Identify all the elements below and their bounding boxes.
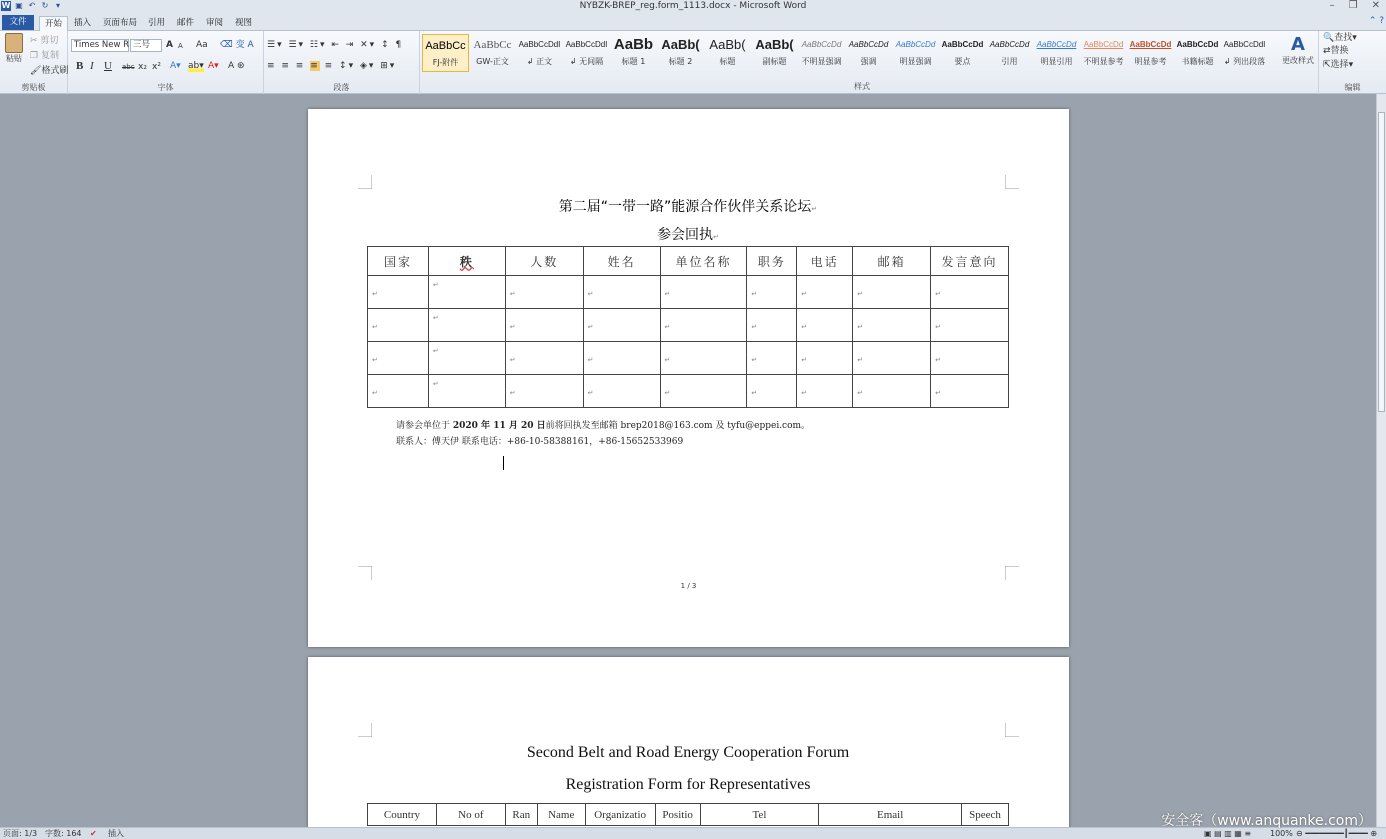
find-label: 查找 [1334, 33, 1353, 43]
table-cell[interactable] [853, 342, 931, 375]
clipboard-group [0, 31, 68, 94]
table-cell[interactable] [583, 342, 660, 375]
font-name-select[interactable]: Times New R [71, 39, 129, 52]
table-cell[interactable] [931, 375, 1009, 408]
highlight-icon[interactable]: ab▾ [188, 61, 204, 71]
header-text: Organizatio [594, 808, 647, 821]
style-name: 明显引用 [1040, 57, 1073, 66]
paste-icon [5, 33, 23, 53]
change-styles-button[interactable] [1280, 34, 1316, 66]
tab-insert[interactable]: 插入 [74, 18, 92, 28]
table-header-cell[interactable] [660, 247, 747, 276]
crop-mark [358, 175, 372, 189]
cell-end-mark: ↵ [664, 356, 671, 364]
table-cell[interactable] [428, 375, 505, 408]
style-preview: AaBb( [755, 37, 794, 52]
cell-end-mark: ↵ [587, 323, 594, 331]
word-logo-icon[interactable]: W [1, 1, 11, 10]
table-cell[interactable] [368, 342, 429, 375]
underline-button[interactable]: U [104, 60, 112, 72]
table-cell[interactable] [505, 309, 583, 342]
note-line-1 [396, 418, 810, 431]
table-header-cell[interactable] [961, 804, 1008, 826]
table-header-cell[interactable] [797, 247, 853, 276]
zoom-level[interactable]: 100% [1270, 829, 1293, 838]
table-cell[interactable] [583, 375, 660, 408]
table-header-row [368, 804, 1009, 826]
page-1[interactable] [308, 109, 1069, 647]
cell-end-mark: ↵ [857, 356, 864, 364]
table-cell[interactable] [505, 342, 583, 375]
table-header-cell[interactable] [700, 804, 819, 826]
header-text: 人数 [530, 254, 559, 269]
style-tile[interactable] [1174, 34, 1221, 72]
scissors-icon: ✂ [30, 36, 38, 46]
justify-icon[interactable]: ≡ [310, 61, 320, 71]
clear-format-icon[interactable]: ⌫ 变 A [220, 40, 254, 50]
cell-end-mark: ↵ [587, 389, 594, 397]
cell-end-mark: ↵ [432, 281, 439, 289]
styles-group-label: 样式 [854, 82, 870, 91]
tab-view[interactable]: 视图 [235, 18, 253, 28]
watermark: 安全客（www.anquanke.com） [1161, 813, 1372, 829]
style-tile[interactable] [939, 34, 986, 72]
style-name: 书籍标题 [1181, 57, 1214, 66]
style-tile[interactable] [986, 34, 1033, 72]
page-indicator[interactable]: 页面: 1/3 [3, 829, 38, 838]
style-tile[interactable] [516, 34, 563, 72]
replace-button[interactable] [1323, 46, 1349, 57]
style-name: 要点 [954, 57, 971, 66]
note-line-2: 联系人：傅天伊 联系电话：+86-10-58388161，+86-15652533969 [396, 437, 684, 447]
registration-table-en [367, 803, 1009, 826]
header-text: Country [383, 808, 420, 821]
style-name: 引用 [1001, 57, 1018, 66]
style-name: 不明显强调 [801, 57, 842, 66]
change-styles-icon: A [1291, 34, 1305, 55]
table-cell[interactable] [660, 309, 747, 342]
close-button[interactable]: ✕ [1371, 0, 1380, 11]
select-button[interactable]: ⇱选择▾ [1323, 60, 1354, 70]
header-text: Name [548, 808, 575, 821]
crop-mark [1005, 723, 1019, 737]
table-header-cell[interactable] [747, 247, 797, 276]
cell-end-mark: ↵ [372, 356, 378, 364]
header-text: 秩 [459, 254, 474, 269]
style-tile[interactable] [1080, 34, 1127, 72]
style-tile[interactable] [422, 34, 469, 72]
cell-end-mark: ↵ [664, 389, 671, 397]
cell-end-mark: ↵ [372, 389, 378, 397]
table-cell[interactable] [797, 375, 853, 408]
page-2[interactable] [308, 657, 1069, 827]
style-tile[interactable] [469, 34, 516, 72]
table-header-cell[interactable] [368, 804, 437, 826]
brush-icon: 🖌 [30, 66, 42, 76]
style-name: 副标题 [762, 57, 787, 66]
strikethrough-button[interactable]: abc [122, 63, 135, 71]
table-header-cell[interactable] [428, 247, 505, 276]
style-tile[interactable] [610, 34, 657, 72]
cell-end-mark: ↵ [432, 347, 439, 355]
header-text: Tel [752, 808, 767, 821]
change-styles-label: 更改样式 [1282, 56, 1314, 65]
style-tile[interactable] [751, 34, 798, 72]
doc-subtitle-text: 参会回执 [657, 227, 714, 243]
char-shading-icon[interactable]: A ⊛ [228, 61, 245, 71]
table-cell[interactable] [660, 375, 747, 408]
paste-label: 粘贴 [6, 54, 22, 63]
cell-end-mark: ↵ [801, 290, 808, 298]
tab-references[interactable]: 引用 [148, 18, 166, 28]
style-tile[interactable] [892, 34, 939, 72]
style-tile[interactable] [563, 34, 610, 72]
table-cell[interactable] [583, 276, 660, 309]
tab-home[interactable]: 开始 [39, 16, 68, 31]
font-color-icon[interactable]: A▾ [208, 61, 219, 71]
style-tile[interactable] [845, 34, 892, 72]
table-header-cell[interactable] [931, 247, 1009, 276]
title-bar [0, 0, 1386, 14]
editing-group-label: 编辑 [1344, 83, 1361, 92]
table-header-cell[interactable] [505, 804, 537, 826]
style-preview: AaBbCcDd [989, 40, 1030, 49]
cell-end-mark: ↵ [935, 323, 941, 331]
save-icon[interactable]: ▣ [15, 1, 23, 10]
style-preview: AaBbCcDd [848, 40, 889, 49]
cell-end-mark: ↵ [509, 356, 516, 364]
table-cell[interactable] [747, 309, 797, 342]
restore-button[interactable]: ❐ [1348, 0, 1358, 11]
table-cell[interactable] [747, 342, 797, 375]
crop-mark [358, 566, 372, 580]
redo-icon[interactable]: ↻ [41, 1, 49, 10]
paragraph-group [264, 31, 420, 94]
text-effects-icon[interactable]: A▾ [170, 61, 181, 71]
tab-mailings[interactable]: 邮件 [177, 18, 195, 28]
tab-review[interactable]: 审阅 [206, 18, 224, 28]
change-case-button[interactable]: Aa [196, 40, 208, 50]
style-name: 标题 [719, 57, 736, 66]
minimize-button[interactable]: – [1329, 0, 1335, 11]
table-cell[interactable] [797, 276, 853, 309]
table-header-cell[interactable] [655, 804, 700, 826]
header-text: No of [458, 808, 484, 821]
style-tile[interactable] [1033, 34, 1080, 72]
table-cell[interactable] [505, 375, 583, 408]
style-tile[interactable] [657, 34, 704, 72]
superscript-button[interactable]: x² [152, 62, 161, 72]
header-text: 国家 [383, 254, 412, 269]
table-header-cell[interactable] [436, 804, 505, 826]
style-tile[interactable] [798, 34, 845, 72]
table-row [368, 342, 1009, 375]
doc-title [308, 196, 1068, 216]
table-header-row [368, 247, 1009, 276]
table-cell[interactable] [660, 342, 747, 375]
header-text: 发言意向 [941, 254, 998, 269]
cell-end-mark: ↵ [751, 389, 758, 397]
select-icon: ⇱ [1323, 60, 1331, 70]
cell-end-mark: ↵ [372, 323, 378, 331]
header-text: Positio [662, 808, 693, 821]
cell-end-mark: ↵ [935, 356, 941, 364]
style-preview: AaBbCcDd [1129, 40, 1172, 49]
table-cell[interactable] [853, 375, 931, 408]
subscript-button[interactable]: x₂ [138, 62, 147, 72]
grow-font-button[interactable]: A [166, 40, 173, 50]
paragraph-mark: ↵ [811, 205, 818, 213]
cell-end-mark: ↵ [751, 323, 758, 331]
cell-end-mark: ↵ [801, 389, 808, 397]
styles-gallery [422, 34, 1268, 72]
style-name: 明显参考 [1134, 57, 1167, 66]
style-tile[interactable] [704, 34, 751, 72]
word-count[interactable]: 字数: 164 [45, 829, 82, 838]
table-row [368, 276, 1009, 309]
table-cell[interactable] [428, 342, 505, 375]
style-preview: AaBbCcDd [1083, 40, 1124, 49]
cell-end-mark: ↵ [935, 290, 941, 298]
doc-title-en: Second Belt and Road Energy Cooperation Forum [526, 744, 850, 761]
style-preview: AaBbCcDdI [518, 40, 561, 49]
help-icon[interactable]: ⌃ ? [1368, 16, 1384, 26]
bold-button[interactable]: B [76, 60, 84, 72]
ribbon [0, 31, 1386, 94]
cell-end-mark: ↵ [935, 389, 941, 397]
header-text: 电话 [810, 254, 839, 269]
cell-end-mark: ↵ [801, 356, 808, 364]
table-header-cell[interactable] [368, 247, 429, 276]
scrollbar-thumb[interactable] [1378, 112, 1385, 412]
table-row [368, 309, 1009, 342]
find-button[interactable]: 🔍查找▾ [1323, 33, 1357, 43]
cell-end-mark: ↵ [857, 389, 864, 397]
header-text: Email [877, 808, 904, 821]
registration-table-cn [367, 246, 1009, 408]
format-painter-button[interactable] [30, 66, 68, 77]
window-title: NYBZK-BREP_reg.form_1113.docx - Microsoft Word [579, 1, 807, 11]
cell-end-mark: ↵ [432, 314, 439, 322]
table-cell[interactable] [797, 309, 853, 342]
table-cell[interactable] [931, 309, 1009, 342]
style-name: 标题 1 [621, 57, 646, 66]
table-cell[interactable] [931, 276, 1009, 309]
list-buttons-icon[interactable]: ☰▾ ☰▾ ☷▾ ⇤ ⇥ ✕▾ ↕ ¶ [267, 40, 404, 50]
style-preview: AaBb [613, 36, 654, 53]
copy-label: 复制 [40, 51, 59, 61]
replace-label: 替换 [1330, 46, 1349, 56]
table-header-cell[interactable] [537, 804, 585, 826]
insert-mode[interactable]: 插入 [108, 829, 124, 838]
customize-quick-access-icon[interactable]: ▾ [55, 1, 60, 10]
cell-end-mark: ↵ [587, 290, 594, 298]
proofing-icon[interactable]: ✔ [90, 829, 97, 838]
table-cell[interactable] [853, 309, 931, 342]
style-preview: AaBb( [709, 37, 746, 52]
window-controls [1330, 0, 1380, 11]
style-name: GW-正文 [476, 57, 509, 66]
document-area[interactable] [0, 94, 1376, 827]
style-name: ↲ 正文 [526, 57, 553, 66]
paste-button[interactable] [3, 33, 25, 64]
table-header-cell[interactable] [819, 804, 962, 826]
table-header-cell[interactable] [505, 247, 583, 276]
paragraph-mark: ↵ [713, 233, 719, 241]
table-header-cell[interactable] [853, 247, 931, 276]
style-preview: AaBbCcDdI [1223, 40, 1266, 49]
editing-group [1318, 31, 1386, 94]
tab-page-layout[interactable]: 页面布局 [103, 18, 138, 28]
cell-end-mark: ↵ [432, 380, 439, 388]
table-cell[interactable] [368, 276, 429, 309]
style-preview: AaBbCc [425, 40, 466, 52]
format-painter-label: 格式刷 [41, 66, 69, 76]
style-name: 强调 [860, 57, 877, 66]
cell-end-mark: ↵ [857, 323, 864, 331]
header-text: Speech [969, 808, 1001, 821]
style-tile[interactable] [1127, 34, 1174, 72]
cell-end-mark: ↵ [509, 389, 516, 397]
cut-label: 剪切 [40, 36, 59, 46]
cell-end-mark: ↵ [751, 290, 758, 298]
style-preview: AaBbCcDdI [565, 40, 608, 49]
cell-end-mark: ↵ [587, 356, 594, 364]
italic-button[interactable]: I [90, 60, 94, 72]
style-preview: AaBbCcDd [941, 40, 984, 49]
style-name: FJ-附件 [432, 58, 459, 67]
cell-end-mark: ↵ [801, 323, 808, 331]
cell-end-mark: ↵ [664, 323, 671, 331]
style-preview: AaBbCcDd [1176, 40, 1219, 49]
table-header-cell[interactable] [583, 247, 660, 276]
header-text: 邮箱 [877, 254, 906, 269]
cell-end-mark: ↵ [372, 290, 378, 298]
table-cell[interactable] [583, 309, 660, 342]
header-text: 姓名 [607, 254, 636, 269]
style-preview: AaBbCcDd [895, 40, 936, 49]
doc-subtitle-en: Registration Form for Representatives [565, 776, 811, 793]
doc-title-text: 第二届“一带一路”能源合作伙伴关系论坛 [558, 199, 812, 215]
ribbon-tabs [0, 14, 1386, 31]
note-text: 前将回执发至邮箱 brep2018@163.com 及 tyfu@eppei.com。 [545, 421, 811, 431]
copy-icon: ❐ [30, 51, 39, 61]
style-tile[interactable] [1221, 34, 1268, 72]
style-preview: AaBbCc [473, 39, 512, 51]
table-cell[interactable] [505, 276, 583, 309]
undo-icon[interactable]: ↶ [28, 1, 36, 10]
crop-mark [1005, 175, 1019, 189]
tab-file[interactable]: 文件 [2, 15, 34, 30]
table-row [368, 375, 1009, 408]
style-name: 明显强调 [899, 57, 932, 66]
vertical-scrollbar[interactable] [1376, 94, 1386, 827]
cell-end-mark: ↵ [509, 323, 516, 331]
style-preview: AaBb( [661, 37, 700, 52]
style-name: ↲ 列出段落 [1223, 57, 1266, 66]
table-cell[interactable] [428, 309, 505, 342]
header-text: 职务 [757, 254, 786, 269]
font-group-label: 字体 [157, 83, 174, 92]
style-name: 不明显参考 [1083, 57, 1124, 66]
zoom-slider[interactable]: ⊖ ━━━━━━━━┃━━━━ ⊕ [1296, 829, 1378, 838]
page-number: 1 / 3 [680, 582, 697, 590]
find-icon: 🔍 [1323, 33, 1335, 43]
copy-button[interactable] [30, 51, 59, 62]
header-text: 单位名称 [675, 254, 732, 269]
note-text: 请参会单位于 [396, 421, 453, 431]
style-name: 标题 2 [668, 57, 693, 66]
table-cell[interactable] [797, 342, 853, 375]
crop-mark [358, 723, 372, 737]
cell-end-mark: ↵ [857, 290, 864, 298]
cell-end-mark: ↵ [509, 290, 516, 298]
cut-button[interactable] [30, 36, 58, 47]
header-text: Ran [512, 808, 531, 821]
table-cell[interactable] [368, 309, 429, 342]
table-cell[interactable] [660, 276, 747, 309]
doc-subtitle [308, 224, 1068, 244]
shrink-font-button[interactable]: A [178, 42, 183, 50]
paragraph-group-label: 段落 [333, 83, 350, 92]
cell-end-mark: ↵ [664, 290, 671, 298]
text-cursor [503, 456, 504, 470]
table-cell[interactable] [428, 276, 505, 309]
deadline-date: 2020 年 11 月 20 日 [452, 421, 546, 431]
table-header-cell[interactable] [585, 804, 655, 826]
table-cell[interactable] [747, 375, 797, 408]
cell-end-mark: ↵ [751, 356, 758, 364]
style-name: ↲ 无间隔 [569, 57, 604, 66]
table-cell[interactable] [747, 276, 797, 309]
table-cell[interactable] [853, 276, 931, 309]
align-buttons-icon[interactable]: ≡ ≡ ≡ ≡ ≡ ↕▾ ◈▾ ⊞▾ [267, 61, 397, 71]
select-label: 选择 [1330, 60, 1349, 70]
view-buttons-icon[interactable]: ▣ ▤ ▥ ▦ ≡ [1204, 829, 1252, 838]
replace-icon: ⇄ [1323, 46, 1331, 56]
style-preview: AaBbCcDd [801, 40, 842, 49]
crop-mark [1005, 566, 1019, 580]
font-group [68, 31, 264, 94]
clipboard-group-label: 剪贴板 [21, 83, 46, 92]
table-cell[interactable] [931, 342, 1009, 375]
table-cell[interactable] [368, 375, 429, 408]
style-preview: AaBbCcDd [1036, 40, 1077, 49]
font-size-select[interactable]: 三号 [130, 39, 162, 52]
